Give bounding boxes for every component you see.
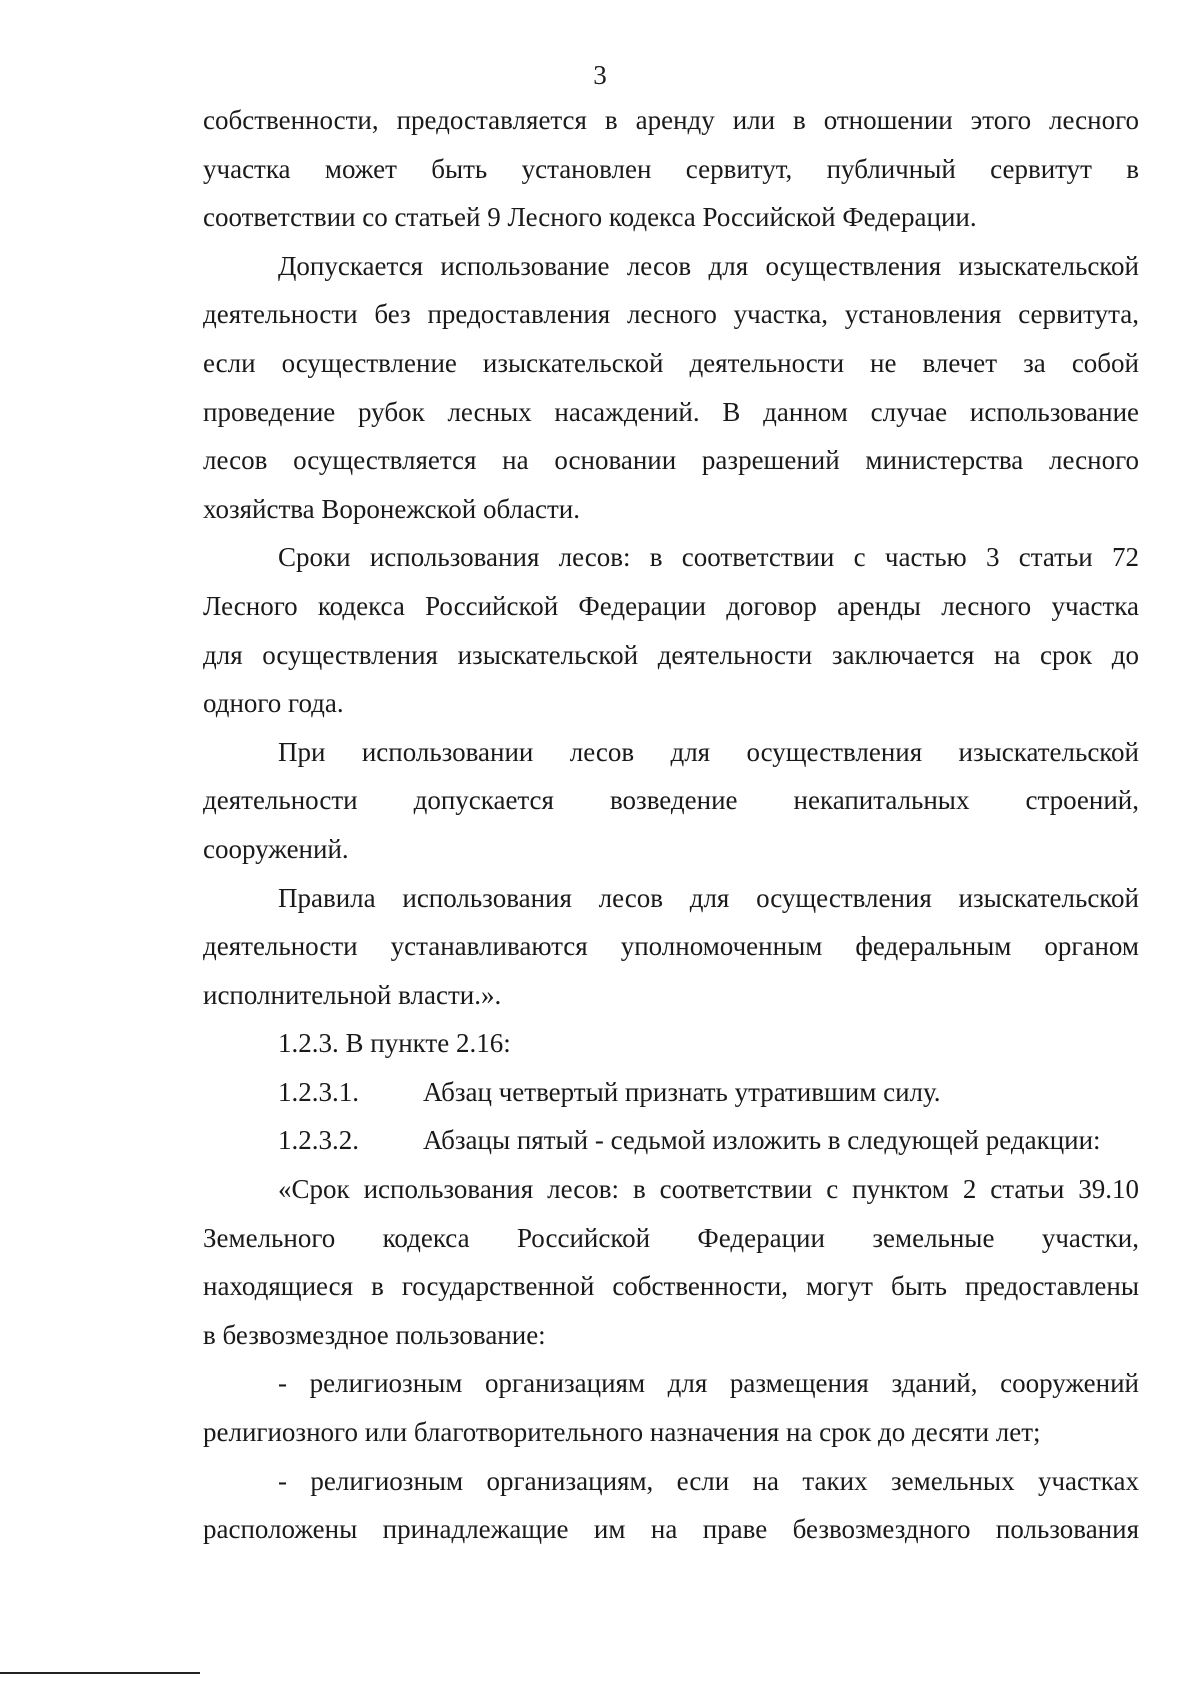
item-number: 1.2.3.2. xyxy=(278,1125,359,1156)
item-text: Абзац четвертый признать утратившим силу. xyxy=(423,1076,941,1107)
text-line: деятельности без предоставления лесного участка, установления сервитута, xyxy=(203,299,1139,330)
text-line: - религиозным организациям для размещения зданий, сооружений xyxy=(278,1368,1139,1399)
text-line: одного года. xyxy=(203,688,344,719)
text-line: Допускается использование лесов для осуществления изыскательской xyxy=(278,250,1139,281)
text-line: Лесного кодекса Российской Федерации договор аренды лесного участка xyxy=(203,590,1139,621)
text-line: 1.2.3. В пункте 2.16: xyxy=(278,1028,511,1059)
text-line: религиозного или благотворительного назначения на срок до десяти лет; xyxy=(203,1417,1041,1448)
item-number: 1.2.3.1. xyxy=(278,1076,359,1107)
text-line: для осуществления изыскательской деятельности заключается на срок до xyxy=(203,639,1139,670)
item-text: Абзацы пятый - седьмой изложить в следующей редакции: xyxy=(423,1125,1101,1156)
text-line: Правила использования лесов для осуществления изыскательской xyxy=(278,882,1139,913)
text-line: деятельности допускается возведение некапитальных строений, xyxy=(203,785,1139,816)
text-line: Сроки использования лесов: в соответствии с частью 3 статьи 72 xyxy=(278,542,1139,573)
text-line: расположены принадлежащие им на праве безвозмездного пользования xyxy=(203,1514,1139,1545)
text-line: деятельности устанавливаются уполномоченным федеральным органом xyxy=(203,931,1139,962)
footer-rule xyxy=(0,1672,200,1674)
text-line xyxy=(203,1068,1139,1117)
text-line: исполнительной власти.». xyxy=(203,979,502,1010)
text-line: собственности, предоставляется в аренду или в отношении этого лесного xyxy=(203,105,1139,135)
text-line: соответствии со статьей 9 Лесного кодекса Российской Федерации. xyxy=(203,202,977,233)
text-line: - религиозным организациям, если на таких земельных участках xyxy=(278,1465,1139,1496)
text-line: При использовании лесов для осуществления изыскательской xyxy=(278,736,1139,767)
text-line: если осуществление изыскательской деятельности не влечет за собой xyxy=(203,347,1139,378)
text-line: участка может быть установлен сервитут, публичный сервитут в xyxy=(203,153,1139,184)
text-line: Земельного кодекса Российской Федерации земельные участки, xyxy=(203,1222,1139,1253)
text-line: лесов осуществляется на основании разрешений министерства лесного xyxy=(203,445,1139,476)
text-line: находящиеся в государственной собственности, могут быть предоставлены xyxy=(203,1271,1139,1302)
text-line: хозяйства Воронежской области. xyxy=(203,493,580,524)
page-number: 3 xyxy=(593,60,607,90)
text-line: сооружений. xyxy=(203,833,349,864)
text-line xyxy=(203,1116,1139,1165)
text-line: «Срок использования лесов: в соответствии с пунктом 2 статьи 39.10 xyxy=(278,1174,1139,1205)
document-body xyxy=(203,96,1139,1554)
text-line: в безвозмездное пользование: xyxy=(203,1319,546,1350)
text-line: проведение рубок лесных насаждений. В данном случае использование xyxy=(203,396,1139,427)
